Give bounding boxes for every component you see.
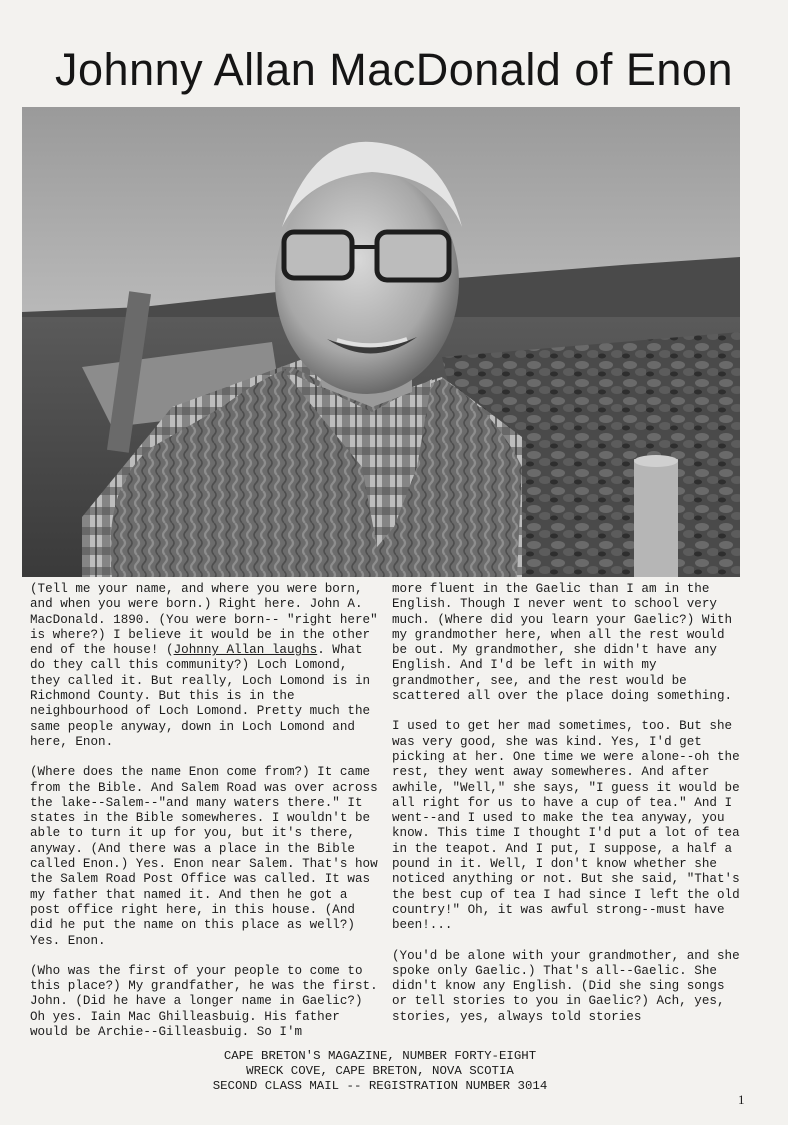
- footer-line: SECOND CLASS MAIL -- REGISTRATION NUMBER 3014: [212, 1079, 548, 1093]
- article-paragraph: more fluent in the Gaelic than I am in the English. Though I never went to school very much. (Where did you learn your Gaelic?) With my grandmother here, when all the rest would be out. My grandmother, she didn't have any English. And I'd be left in with my grandmother, see, and the rest would be scattered all over the place doing something.: [392, 582, 733, 704]
- article-column-right: [392, 582, 744, 1040]
- portrait-photo: [22, 107, 740, 577]
- text-run: . What do they call this community?) Loch Lomond, they called it. But really, Loch Lomond is in Richmond County. But this is in the neighbourhood of Loch Lomond. Pretty much the same people anyway, down in Loch Lomond and here, Enon.: [30, 643, 371, 749]
- article-paragraph: (Where does the name Enon come from?) It came from the Bible. And Salem Road was over across the lake--Salem--"and many waters there." It states in the Bible somewheres. I wouldn't be able to turn it up for you, but it's there, anyway. (And there was a place in the Bible called Enon.) Yes. Enon near Salem. That's how the Salem Road Post Office was called. It was my father that named it. And then he got a post office right here, in this house. (And did he put the name on this place as well?) Yes. Enon.: [30, 765, 378, 948]
- underlined-text: Johnny Allan laughs: [173, 643, 318, 658]
- text-run: (Tell me your name, and where you were born, and when you were born.) Right here. John A. MacDonald. 1890. (You were born-- "right here" is where?) I believe it would be in the other end of the house! (: [30, 582, 378, 658]
- page-number: 1: [738, 1092, 745, 1107]
- portrait-photo-image: [22, 107, 740, 577]
- article-paragraph: [30, 582, 385, 750]
- article-column-left: [30, 582, 385, 1055]
- footer-line: WRECK COVE, CAPE BRETON, NOVA SCOTIA: [246, 1064, 514, 1078]
- footer-line: CAPE BRETON'S MAGAZINE, NUMBER FORTY-EIGHT: [223, 1049, 537, 1063]
- publication-footer: [0, 1049, 760, 1094]
- article-paragraph: (You'd be alone with your grandmother, and she spoke only Gaelic.) That's all--Gaelic. She didn't know any English. (Did she sing songs or tell stories to you in Gaelic?) Ach, yes, stories, yes, always told stories: [392, 948, 740, 1024]
- article-title: Johnny Allan MacDonald of Enon: [55, 44, 733, 95]
- article-paragraph: (Who was the first of your people to come to this place?) My grandfather, he was the first. John. (Did he have a longer name in Gaelic?) Oh yes. Iain Mac Ghilleasbuig. His father would be Archie--Gilleasbuig. So I'm: [30, 963, 378, 1040]
- article-paragraph: I used to get her mad sometimes, too. But she was very good, she was kind. Yes, I'd get picking at her. One time we were alone--oh the rest, they went away somewheres. And after awhile, "Well," she says, "I guess it would be all right for us to have a cup of tea." And I went--and I used to make the tea anyway, you know. This time I thought I'd put a lot of tea in the teapot. And I put, I suppose, a half a pound in it. Well, I don't know whether she noticed anything or not. But she said, "That's the best cup of tea I had since I left the old country!" Oh, it was awful strong--must have been!...: [392, 719, 740, 933]
